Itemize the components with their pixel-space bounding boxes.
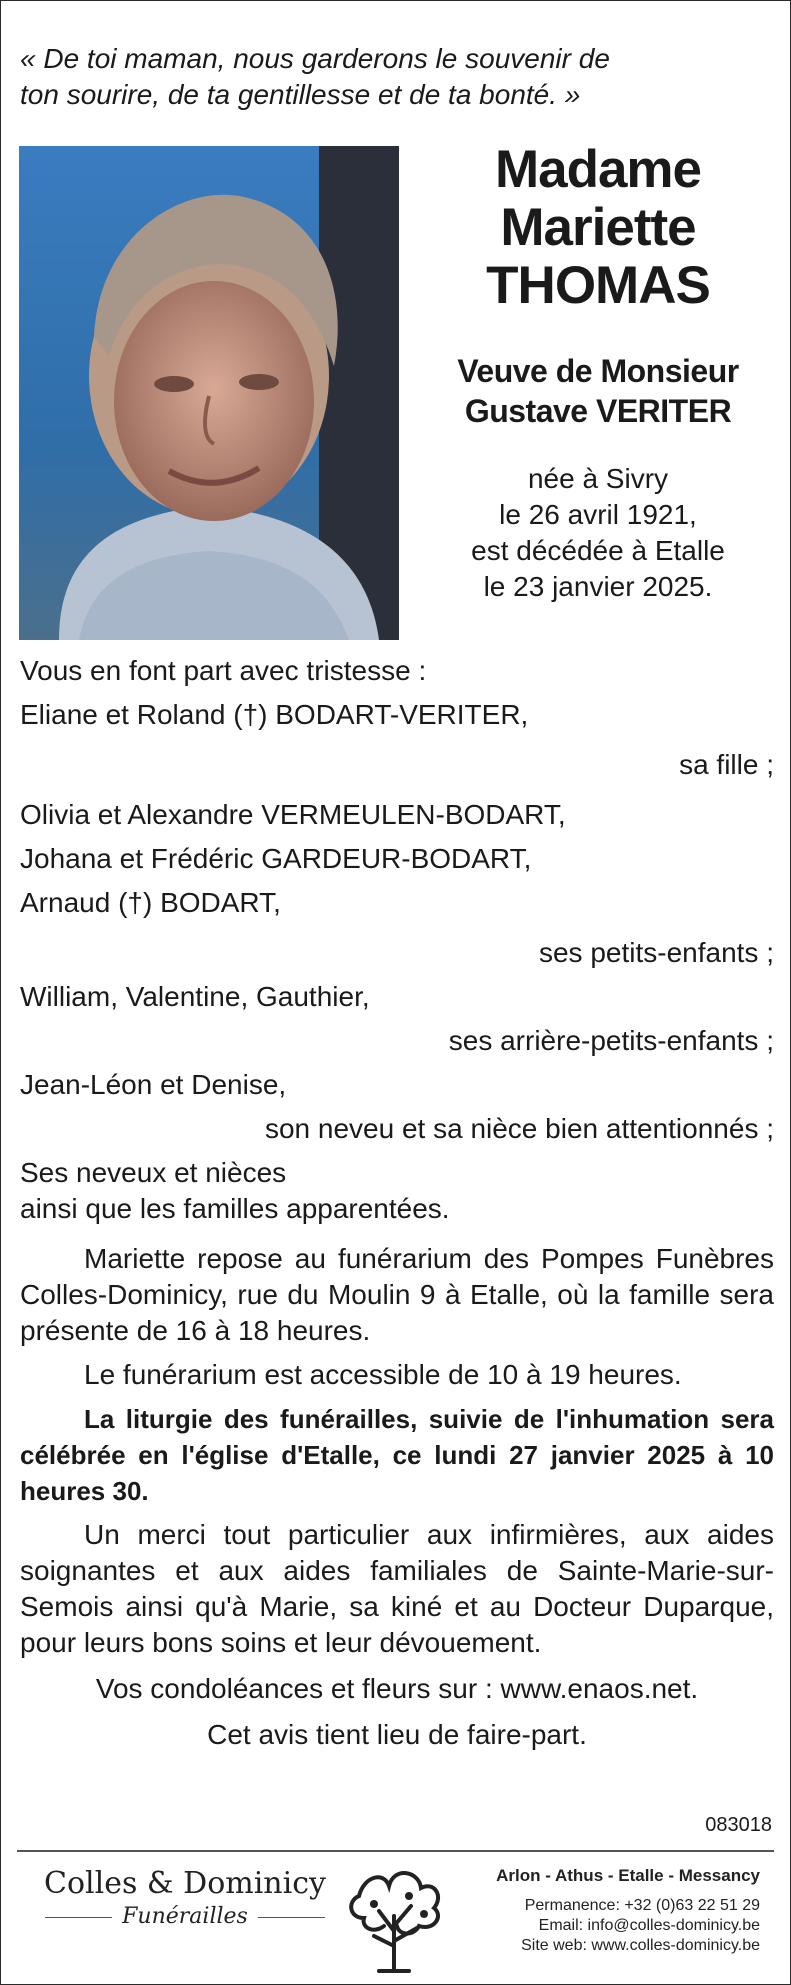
family-member: William, Valentine, Gauthier,: [20, 981, 370, 1012]
brand-name: Colles & Dominicy: [44, 1866, 326, 1901]
email-link[interactable]: Email: info@colles-dominicy.be: [538, 1917, 760, 1934]
quote-line: ton sourire, de ta gentillesse et de ta bonté. »: [20, 79, 581, 110]
relation-label: ses petits-enfants ;: [538, 937, 774, 968]
family-member: Olivia et Alexandre VERMEULEN-BODART,: [20, 799, 566, 830]
first-name: Mariette: [500, 198, 696, 257]
website-link[interactable]: Site web: www.colles-dominicy.be: [521, 1937, 760, 1954]
birth-line: le 26 avril 1921,: [499, 499, 697, 530]
family-member: Johana et Frédéric GARDEUR-BODART,: [20, 843, 532, 874]
family-member: Arnaud (†) BODART,: [20, 887, 281, 918]
phone-text: Permanence: +32 (0)63 22 51 29: [524, 1897, 760, 1914]
widow-line: Veuve de Monsieur: [457, 353, 739, 389]
family-member: Jean-Léon et Denise,: [20, 1069, 287, 1100]
birth-death-info: [413, 461, 783, 605]
birth-line: le 23 janvier 2025.: [483, 571, 713, 602]
title-madame: Madame: [494, 140, 702, 199]
epitaph-quote: [20, 41, 780, 113]
tree-icon: [339, 1856, 449, 1976]
family-member: Ses neveux et nièces: [20, 1157, 287, 1188]
funeral-info: [20, 1241, 774, 1753]
relation-label: ses arrière-petits-enfants ;: [448, 1025, 774, 1056]
brand-subtitle: [35, 1902, 335, 1932]
funerarium-hours: Le funérarium est accessible de 10 à 19 heures.: [84, 1359, 682, 1390]
portrait-photo: [19, 146, 399, 640]
funeral-home-footer: [17, 1854, 774, 1974]
funeral-home-contact: [440, 1862, 760, 1956]
relation-label: sa fille ;: [679, 749, 774, 780]
birth-line: née à Sivry: [527, 463, 669, 494]
brand-subtitle-text: Funérailles: [122, 1904, 248, 1929]
divider-line: [258, 1917, 325, 1918]
liturgy-text: La liturgie des funérailles, suivie de l'inhumation sera célébrée en l'église d'Etalle, ce lundi 27 janvier 2025 à 10 heures 30.: [20, 1404, 774, 1506]
thanks-text: Un merci tout particulier aux infirmières, aux aides soignantes et aux aides familiales de Sainte-Marie-sur-Semois ainsi qu'à Marie, sa kiné et au Docteur Duparque, pour leurs bons soins et leur dévouement.: [20, 1519, 774, 1658]
notice-text: Cet avis tient lieu de faire-part.: [207, 1719, 587, 1750]
deceased-identity: [413, 141, 783, 605]
locations: Arlon - Athus - Etalle - Messancy: [496, 1866, 760, 1885]
funeral-home-logo: [35, 1866, 335, 1932]
last-name: THOMAS: [486, 256, 710, 315]
widow-of: [413, 351, 783, 431]
footer-divider: [17, 1850, 774, 1852]
widow-line: Gustave VERITER: [464, 393, 732, 429]
family-member: Eliane et Roland (†) BODART-VERITER,: [20, 699, 529, 730]
divider-line: [45, 1917, 112, 1918]
birth-line: est décédée à Etalle: [471, 535, 725, 566]
family-intro: Vous en font part avec tristesse :: [20, 655, 427, 686]
funerarium-text: Mariette repose au funérarium des Pompes Funèbres Colles-Dominicy, rue du Moulin 9 à Etalle, où la famille sera présente de 16 à 18 heures.: [20, 1243, 774, 1346]
family-member: ainsi que les familles apparentées.: [20, 1193, 450, 1224]
reference-number: 083018: [705, 1814, 772, 1836]
relation-label: son neveu et sa nièce bien attentionnés ;: [264, 1113, 774, 1144]
family-list: [20, 653, 774, 1227]
quote-line: « De toi maman, nous garderons le souvenir de: [20, 43, 610, 74]
condolences-text: Vos condoléances et fleurs sur : www.enaos.net.: [95, 1673, 699, 1704]
